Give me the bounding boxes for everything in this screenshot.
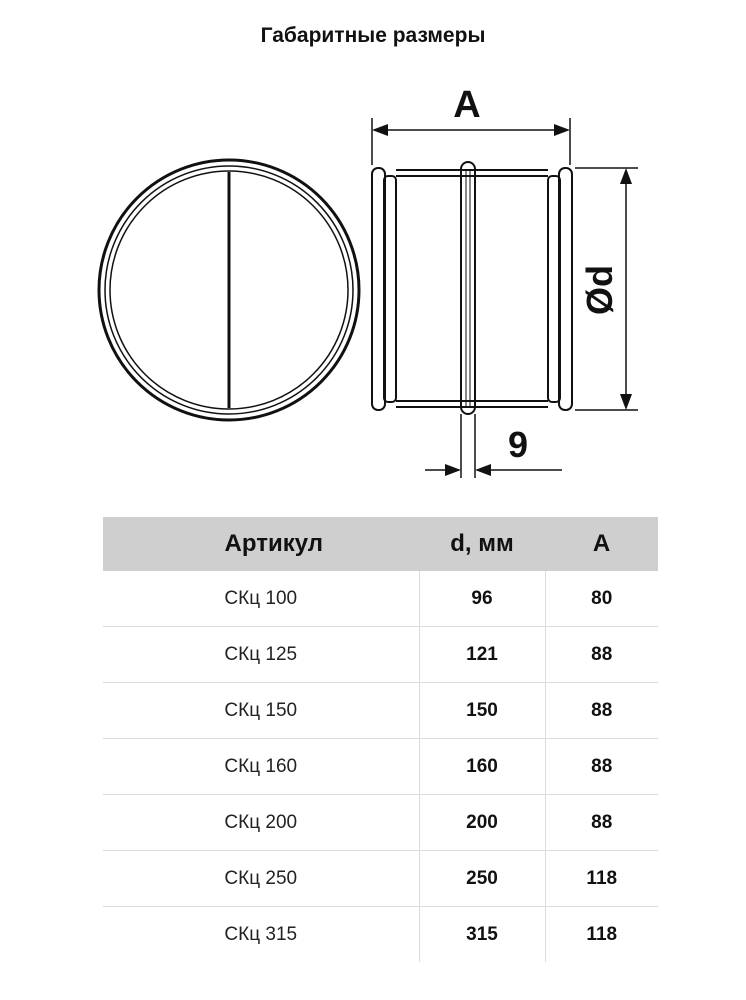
table-row xyxy=(103,851,658,907)
dimension-a-label: A xyxy=(453,84,481,126)
cell-article: СКц 200 xyxy=(103,795,419,851)
cell-length: 80 xyxy=(545,571,658,627)
cell-length: 88 xyxy=(545,739,658,795)
cell-diameter: 160 xyxy=(419,739,545,795)
cell-article: СКц 100 xyxy=(103,571,419,627)
table-row xyxy=(103,683,658,739)
header-article: Артикул xyxy=(103,517,419,571)
cell-diameter: 150 xyxy=(419,683,545,739)
cell-diameter: 96 xyxy=(419,571,545,627)
cell-diameter: 315 xyxy=(419,907,545,963)
front-view-circle xyxy=(99,160,359,420)
page-title: Габаритные размеры xyxy=(260,24,486,47)
cell-article: СКц 250 xyxy=(103,851,419,907)
side-view-cylinder xyxy=(372,162,572,414)
table-row xyxy=(103,739,658,795)
table-row xyxy=(103,795,658,851)
cell-length: 88 xyxy=(545,795,658,851)
cell-article: СКц 150 xyxy=(103,683,419,739)
dimensions-table xyxy=(103,517,658,962)
cell-article: СКц 160 xyxy=(103,739,419,795)
dimension-bead xyxy=(425,414,562,478)
header-length: A xyxy=(545,517,658,571)
cell-length: 118 xyxy=(545,851,658,907)
cell-diameter: 250 xyxy=(419,851,545,907)
cell-diameter: 121 xyxy=(419,627,545,683)
table-row xyxy=(103,907,658,963)
cell-article: СКц 125 xyxy=(103,627,419,683)
cell-length: 88 xyxy=(545,627,658,683)
cell-diameter: 200 xyxy=(419,795,545,851)
table-row xyxy=(103,571,658,627)
cell-article: СКц 315 xyxy=(224,923,298,945)
cell-length: 118 xyxy=(545,907,658,963)
dimension-diameter-label: Ød xyxy=(579,265,620,315)
table-header-row xyxy=(103,517,658,571)
header-diameter: d, мм xyxy=(419,517,545,571)
cell-length: 88 xyxy=(545,683,658,739)
table-row xyxy=(103,627,658,683)
dimension-bead-label: 9 xyxy=(507,424,529,465)
